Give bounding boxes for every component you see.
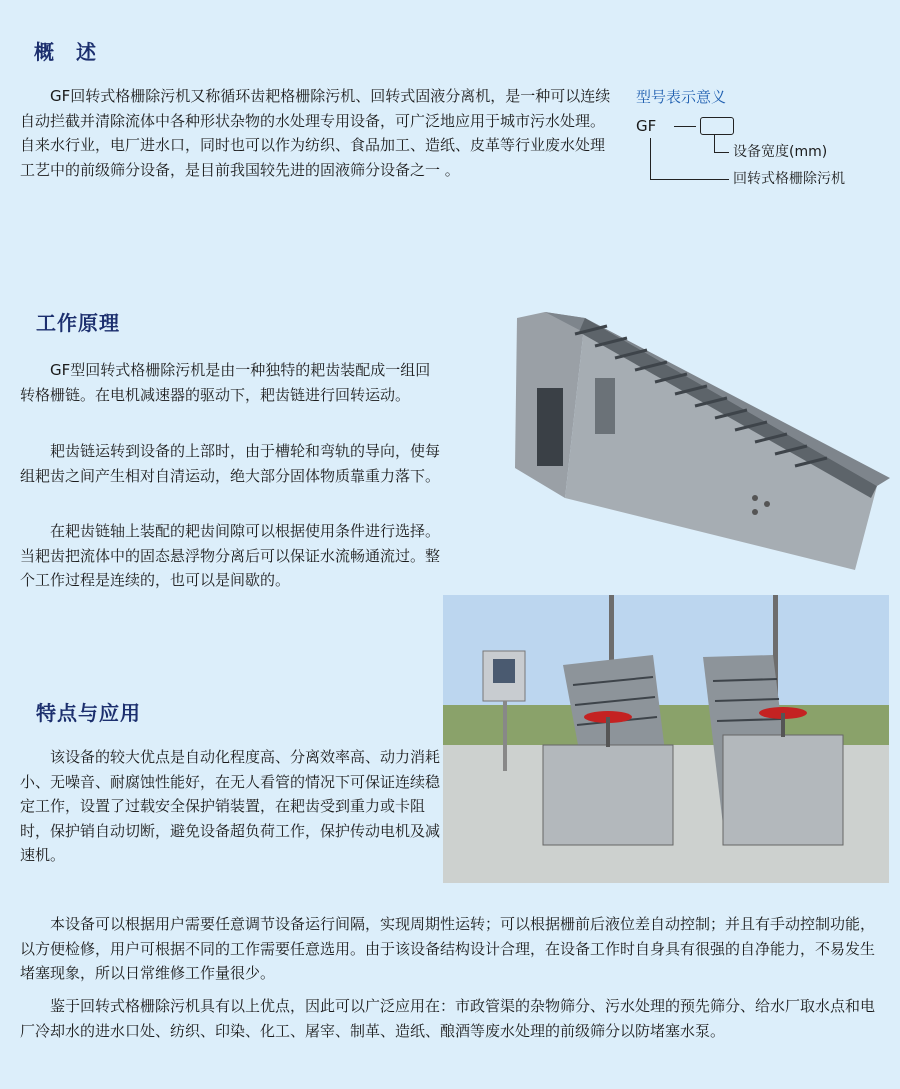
features-p1: 该设备的较大优点是自动化程度高、分离效率高、动力消耗小、无噪音、耐腐蚀性能好，在无人看管的情况下可保证连续稳定工作，设置了过载安全保护销装置，在耙齿受到重力或卡阻时，保护销自动切断，避免设备超负荷工作，保护传动电机及减速机。	[20, 748, 441, 864]
features-p3: 鉴于回转式格栅除污机具有以上优点，因此可以广泛应用在：市政管渠的杂物筛分、污水处理的预先筛分、给水厂取水点和电厂冷却水的进水口处、纺织、印染、化工、屠宰、制革、造纸、酿酒等废水处理的前级筛分以防堵塞水泵。	[20, 997, 876, 1040]
machine-photo	[505, 308, 895, 576]
overview-text: GF回转式格栅除污机又称循环齿耙格栅除污机、回转式固液分离机，是一种可以连续自动拦截并清除流体中各种形状杂物的水处理专用设备，可广泛地应用于城市污水处理。自来水行业，电厂进水口，同时也可以作为纺织、食品加工、造纸、皮革等行业废水处理工艺中的前级筛分设备，是目前我国较先进的固液筛分设备之一 。	[20, 87, 611, 179]
model-title: 型号表示意义	[636, 88, 727, 106]
model-label-width: 设备宽度(mm)	[733, 144, 828, 160]
installation-photo	[443, 595, 889, 883]
principle-p3: 在耙齿链轴上装配的耙齿间隙可以根据使用条件进行选择。当耙齿把流体中的固态悬浮物分离后可以保证水流畅通流过。整个工作过程是连续的，也可以是间歇的。	[20, 522, 441, 589]
model-dash	[674, 126, 696, 127]
features-heading: 特点与应用	[36, 701, 141, 725]
model-leader-type	[650, 138, 729, 180]
principle-p2: 耙齿链运转到设备的上部时，由于槽轮和弯轨的导向，使每组耙齿之间产生相对自清运动，绝大部分固体物质靠重力落下。	[20, 442, 441, 485]
principle-heading: 工作原理	[36, 311, 120, 335]
model-width-box	[700, 117, 734, 135]
model-label-type: 回转式格栅除污机	[733, 171, 845, 187]
model-prefix: GF	[636, 117, 657, 135]
features-p2: 本设备可以根据用户需要任意调节设备运行间隔，实现周期性运转；可以根据栅前后液位差自动控制；并且有手动控制功能，以方便检修，用户可根据不同的工作需要任意选用。由于该设备结构设计合理，在设备工作时自身具有很强的自净能力，不易发生堵塞现象，所以日常维修工作量很少。	[20, 915, 876, 982]
overview-heading: 概 述	[34, 40, 97, 64]
principle-p1: GF型回转式格栅除污机是由一种独特的耙齿装配成一组回转格栅链。在电机减速器的驱动下，耙齿链进行回转运动。	[20, 361, 431, 404]
model-designation	[636, 86, 886, 206]
